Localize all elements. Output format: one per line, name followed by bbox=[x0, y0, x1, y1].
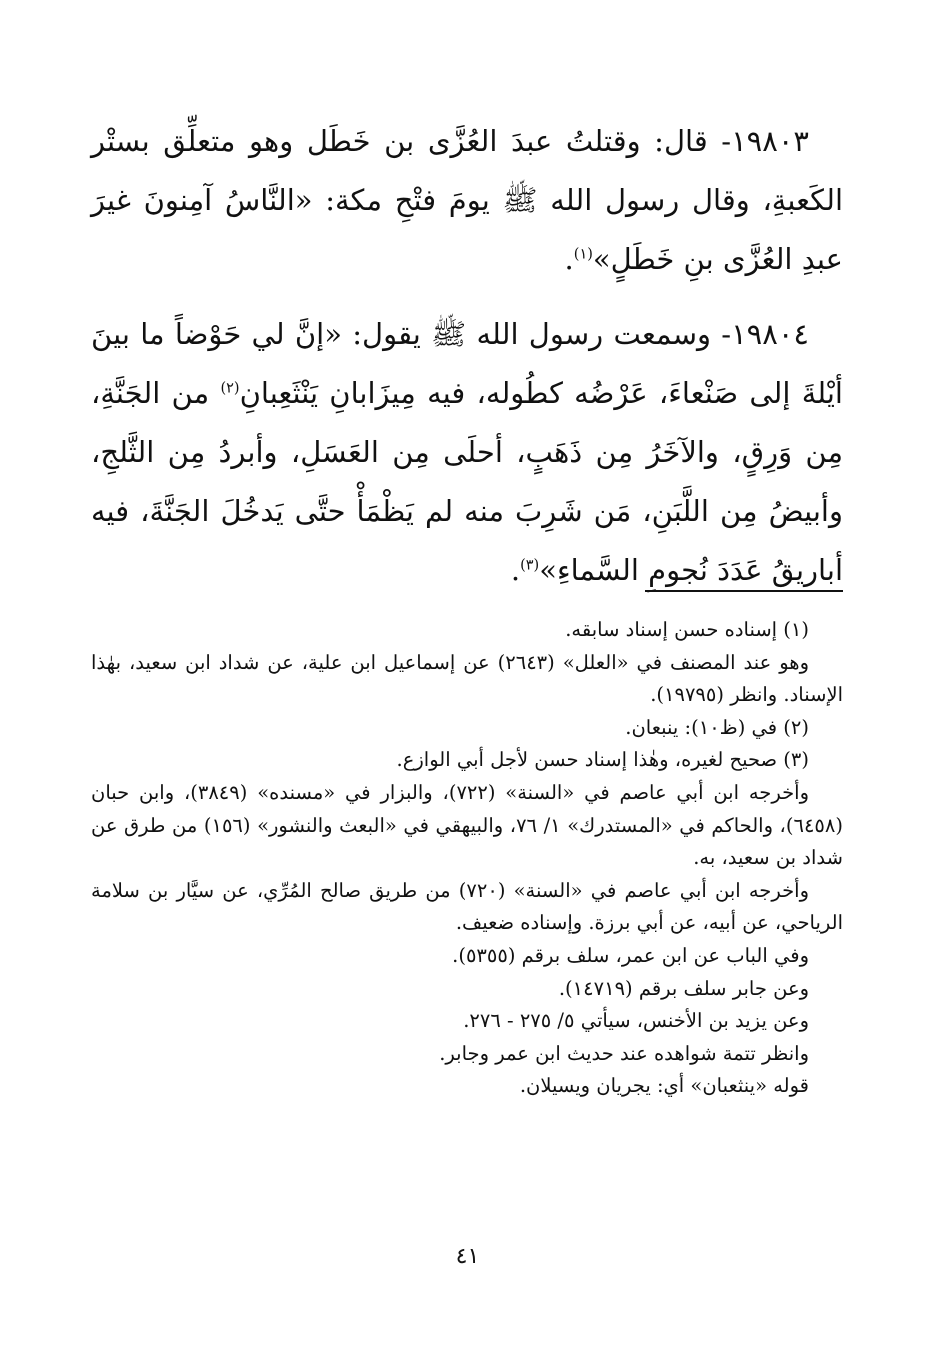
hadith-19804-text-a: ١٩٨٠٤- وسمعت رسول الله ﷺ يقول: «إنَّ لي حَوْضاً ما بينَ أيْلةَ إلى صَنْعاءَ، عَرْضُه كطُوله، فيه مِيزَابانِ يَنْثَعِبانِ bbox=[91, 317, 843, 410]
footnote-line: قوله «ينثعبان» أي: يجريان ويسيلان. bbox=[519, 1074, 809, 1098]
page-number: ٤١ bbox=[455, 1244, 480, 1269]
footnote-line: وفي الباب عن ابن عمر، سلف برقم (٥٣٥٥). bbox=[452, 943, 809, 967]
footnote-line: وانظر تتمة شواهده عند حديث ابن عمر وجابر. bbox=[439, 1041, 809, 1065]
hadith-19804-text-b: من الجَنَّةِ، مِن وَرِقٍ، والآخَرُ مِن ذَهَبٍ، أحلَى مِن العَسَلِ، وأبردُ مِن الثَّلجِ، وأبيضُ مِن اللَّبَنِ، مَن شَرِبَ منه لم يَظْمَأْ حتَّى يَدخُلَ الجَنَّةَ، فيه أباريقُ عَدَدَ نُجومِ السَّماءِ» bbox=[91, 376, 843, 587]
footnote-line: وعن جابر سلف برقم (١٤٧١٩). bbox=[558, 976, 809, 1000]
hadith-text bbox=[91, 112, 843, 616]
footnote-ref-2: (٢) bbox=[220, 380, 240, 397]
footnotes bbox=[91, 614, 843, 1103]
footnote-line: (٣) صحيح لغيره، وهٰذا إسناد حسن لأجل أبي الوازع. bbox=[396, 748, 809, 772]
footnote-line: (٢) في (ظ١٠): ينبعان. bbox=[625, 715, 809, 739]
footnote-ref-1: (١) bbox=[573, 246, 593, 263]
footnote-line: وعن يزيد بن الأخنس، سيأتي ٥/ ٢٧٥ - ٢٧٦. bbox=[463, 1009, 809, 1033]
footnote-line: وهو عند المصنف في «العلل» (٢٦٤٣) عن إسماعيل ابن علية، عن شداد ابن سعيد، بهٰذا الإسناد. وانظر (١٩٧٩٥). bbox=[91, 650, 843, 707]
footnote-separator bbox=[645, 590, 843, 592]
hadith-19803-end: . bbox=[564, 242, 574, 276]
hadith-19804-end: . bbox=[510, 553, 521, 587]
hadith-19803 bbox=[91, 112, 843, 289]
footnote-line: وأخرجه ابن أبي عاصم في «السنة» (٧٢٠) من طريق صالح المُرِّي، عن سيَّار بن سلامة الرياحي، عن أبيه، عن أبي برزة. وإسناده ضعيف. bbox=[91, 878, 843, 935]
footnote-ref-3: (٣) bbox=[520, 557, 540, 574]
hadith-19803-text: ١٩٨٠٣- قال: وقتلتُ عبدَ العُزَّى بن خَطَل وهو متعلِّق بستْر الكَعبةِ، وقال رسول الله ﷺ يومَ فتْحِ مكة: «النَّاسُ آمِنونَ غيرَ عبدِ العُزَّى بنِ خَطَلٍ» bbox=[91, 124, 843, 276]
footnote-line: وأخرجه ابن أبي عاصم في «السنة» (٧٢٢)، والبزار في «مسنده» (٣٨٤٩)، وابن حبان (٦٤٥٨)، والحاكم في «المستدرك» ١/ ٧٦، والبيهقي في «البعث والنشور» (١٥٦) من طرق عن شداد بن سعيد، به. bbox=[91, 780, 843, 870]
hadith-19804 bbox=[91, 305, 843, 600]
footnote-line: (١) إسناده حسن إسناد سابقه. bbox=[565, 618, 809, 641]
